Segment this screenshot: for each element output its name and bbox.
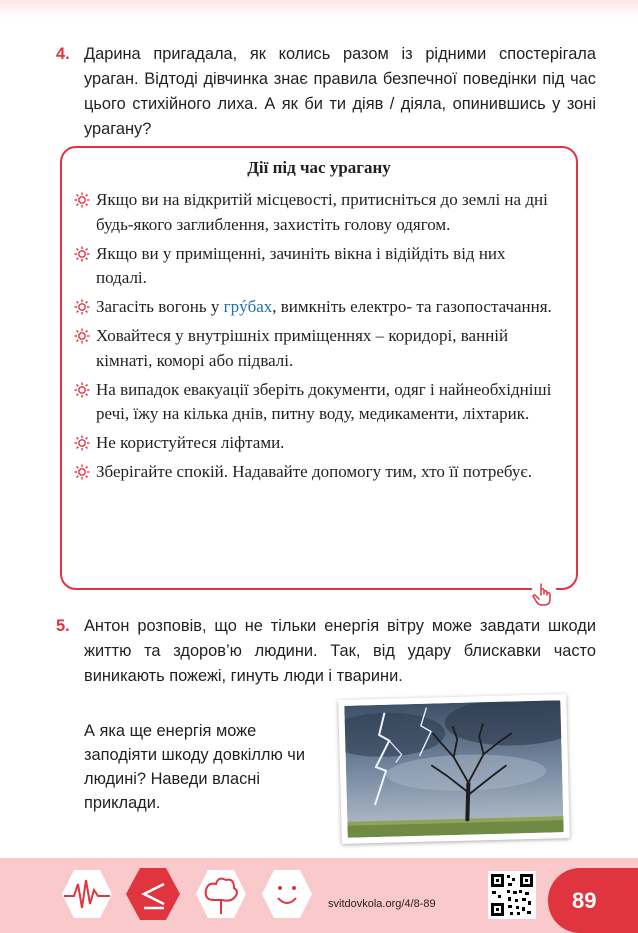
- task-5: [56, 614, 596, 689]
- lightning-tree-image: [344, 700, 563, 838]
- task-5-number: 5.: [56, 617, 70, 635]
- sun-bullet-icon: [74, 246, 90, 262]
- footer-icon-strip: [52, 860, 322, 930]
- rule-item: [74, 378, 554, 427]
- sun-bullet-icon: [74, 464, 90, 480]
- task-4-number: 4.: [56, 45, 70, 63]
- rule-text-after: , вимкніть електро- та газопостачання.: [272, 297, 552, 316]
- task-5-text: Антон розповів, що не тільки енергія вітру може завдати шкоди життю та здоров’ю людини. Так, від удару блискавки часто виникають пожежі, гинуть люди і тварини.: [84, 617, 596, 685]
- glossary-link[interactable]: грýбах: [223, 297, 273, 316]
- rules-box-title: Дії під час урагану: [247, 158, 391, 177]
- rule-text: Зберігайте спокій. Надавайте допомогу тим, хто її потребує.: [96, 462, 532, 481]
- rule-text: Якщо ви на відкритій місцевості, притисніться до землі на дні будь-якого заглиблення, захистіть голову одягом.: [96, 190, 548, 234]
- rule-item: [74, 324, 554, 373]
- rule-text: Ховайтеся у внутрішніх приміщеннях – коридорі, ванній кімнаті, коморі або підвалі.: [96, 326, 509, 370]
- rule-text: На випадок евакуації зберіть документи, одяг і найнеобхідніші речі, їжу на кілька днів, питну воду, медикаменти, ліхтарик.: [96, 379, 552, 423]
- sun-bullet-icon: [74, 192, 90, 208]
- rules-list: [74, 188, 554, 489]
- pulse-hexagon-icon: [62, 870, 112, 918]
- rule-item: [74, 460, 554, 485]
- rule-text: Якщо ви у приміщенні, зачиніть вікна і відійдіть від них подалі.: [96, 243, 506, 287]
- smile-hexagon-icon: [262, 870, 312, 918]
- rule-text: Не користуйтеся ліфтами.: [96, 433, 285, 452]
- sun-bullet-icon: [74, 435, 90, 451]
- rule-item: [74, 295, 554, 320]
- task-4: [56, 42, 596, 142]
- sun-bullet-icon: [74, 382, 90, 398]
- top-band: [0, 0, 638, 18]
- page-number: 89: [572, 888, 597, 913]
- compare-hexagon-icon: [126, 868, 180, 920]
- discussion-question: А яка ще енергія може заподіяти шкоду довкіллю чи людині? Наведи власні приклади.: [84, 722, 306, 812]
- rule-text-before: Загасіть вогонь у: [96, 297, 224, 316]
- pointing-hand-icon[interactable]: [530, 580, 558, 608]
- rule-item: [74, 242, 554, 291]
- lightning-tree-photo: [338, 694, 570, 844]
- qr-code-icon[interactable]: [488, 871, 536, 919]
- rule-item: [74, 431, 554, 456]
- footer-url[interactable]: svitdovkola.org/4/8-89: [328, 898, 436, 910]
- rule-item: [74, 188, 554, 237]
- sun-bullet-icon: [74, 299, 90, 315]
- sun-bullet-icon: [74, 328, 90, 344]
- task-4-text: Дарина пригадала, як колись разом із рідними спостерігала ураган. Відтоді дівчинка знає правила безпечної поведінки під час цього стихійного лиха. А як би ти діяв / діяла, опинившись у зоні урагану?: [84, 45, 596, 138]
- tree-hexagon-icon: [196, 870, 246, 918]
